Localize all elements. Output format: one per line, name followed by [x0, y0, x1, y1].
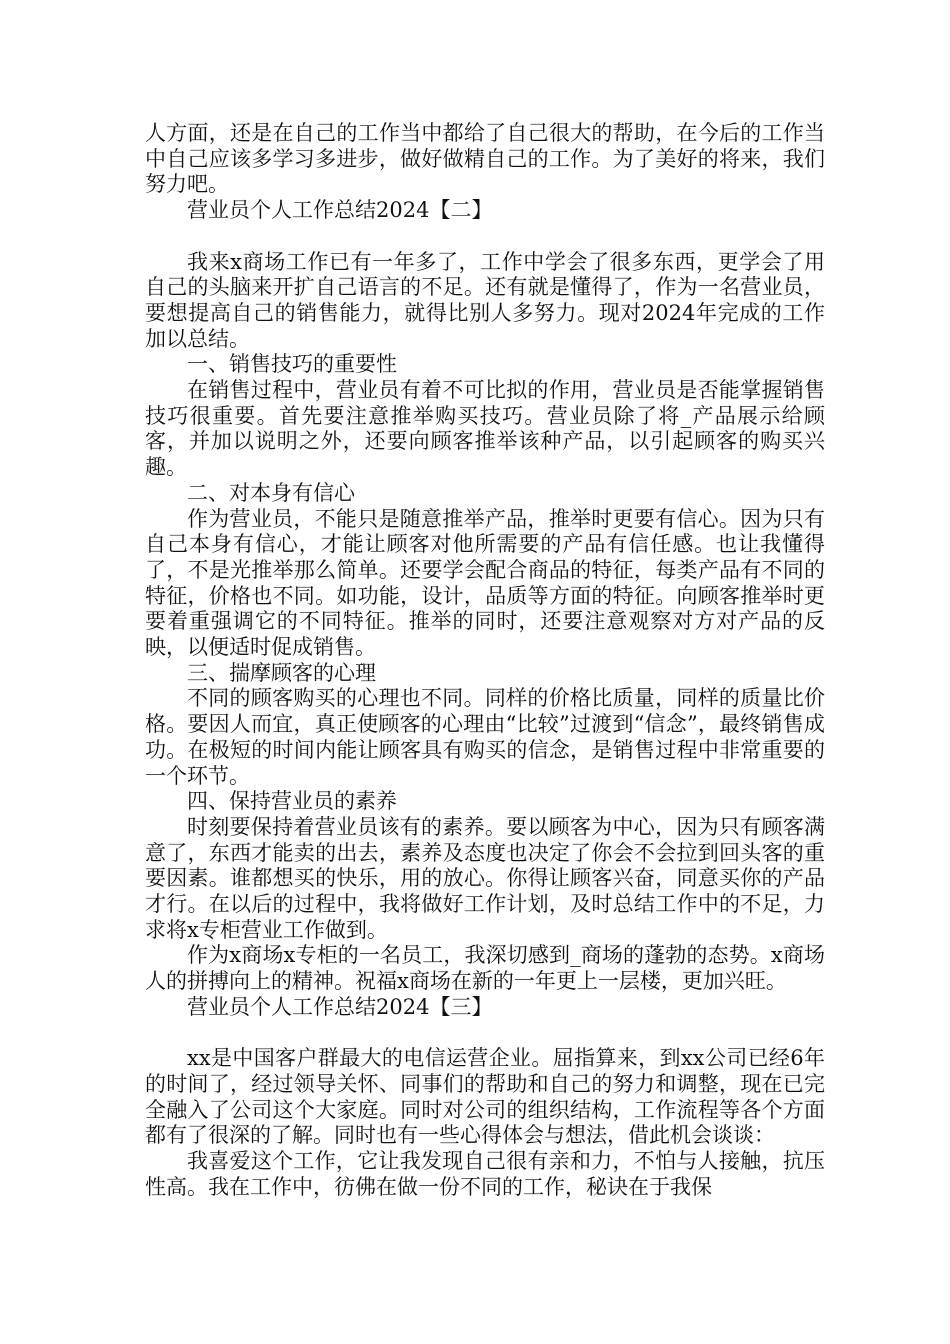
paragraph-work-love: 我喜爱这个工作，它让我发现自己很有亲和力，不怕与人接触，抗压性高。我在工作中，彷佛在做一份不同的工作，秘诀在于我保: [145, 1149, 825, 1199]
paragraph-intro-3: xx是中国客户群最大的电信运营企业。屈指算来，到xx公司已经6年的时间了，经过领导关怀、同事们的帮助和自己的努力和调整，现在已完全融入了公司这个大家庭。同时对公司的组织结构，工作流程等各个方面都有了很深的了解。同时也有一些心得体会与想法，借此机会谈谈：: [145, 1046, 825, 1148]
document-body: [145, 121, 825, 1201]
subheading-3: 三、揣摩顾客的心理: [187, 660, 376, 685]
paragraph-confidence: 作为营业员，不能只是随意推举产品，推举时更要有信心。因为只有自己本身有信心，才能让顾客对他所需要的产品有信任感。也让我懂得了，不是光推举那么简单。还要学会配合商品的特征，每类产品有不同的特征，价格也不同。如功能，设计，品质等方面的特征。向顾客推举时更要着重强调它的不同特征。推举的同时，还要注意观察对方对产品的反映，以便适时促成销售。: [145, 506, 825, 660]
paragraph-professionalism: 时刻要保持着营业员该有的素养。要以顾客为中心，因为只有顾客满意了，东西才能卖的出去，素养及态度也决定了你会不会拉到回头客的重要因素。谁都想买的快乐，用的放心。你得让顾客兴奋，同意买你的产品才行。在以后的过程中，我将做好工作计划，及时总结工作中的不足，力求将x专柜营业工作做到。: [145, 814, 825, 942]
section-heading-3: 营业员个人工作总结2024【三】: [187, 994, 493, 1019]
paragraph-customer-psychology: 不同的顾客购买的心理也不同。同样的价格比质量，同样的质量比价格。要因人而宜，真正使顾客的心理由“比较”过渡到“信念”，最终销售成功。在极短的时间内能让顾客具有购买的信念，是销售过程中非常重要的一个环节。: [145, 686, 825, 788]
paragraph-sales-skills: 在销售过程中，营业员有着不可比拟的作用，营业员是否能掌握销售技巧很重要。首先要注意推举购买技巧。营业员除了将_产品展示给顾客，并加以说明之外，还要向顾客推举该种产品，以引起顾客的购买兴趣。: [145, 378, 825, 480]
subheading-4: 四、保持营业员的素养: [187, 789, 397, 814]
section-heading-2: 营业员个人工作总结2024【二】: [187, 198, 493, 223]
blank-line: [145, 1021, 825, 1047]
paragraph-closing-2: 作为x商场x专柜的一名员工，我深切感到_商场的蓬勃的态势。x商场人的拼搏向上的精神。祝福x商场在新的一年更上一层楼，更加兴旺。: [145, 943, 825, 994]
blank-line: [145, 224, 825, 250]
subheading-1: 一、销售技巧的重要性: [187, 352, 397, 377]
paragraph-continuation: 人方面，还是在自己的工作当中都给了自己很大的帮助，在今后的工作当中自己应该多学习多进步，做好做精自己的工作。为了美好的将来，我们努力吧。: [145, 121, 825, 197]
paragraph-intro-2: 我来x商场工作已有一年多了，工作中学会了很多东西，更学会了用自己的头脑来开扩自己语言的不足。还有就是懂得了，作为一名营业员，要想提高自己的销售能力，就得比别人多努力。现对2024年完成的工作加以总结。: [145, 249, 825, 351]
subheading-2: 二、对本身有信心: [187, 480, 355, 505]
